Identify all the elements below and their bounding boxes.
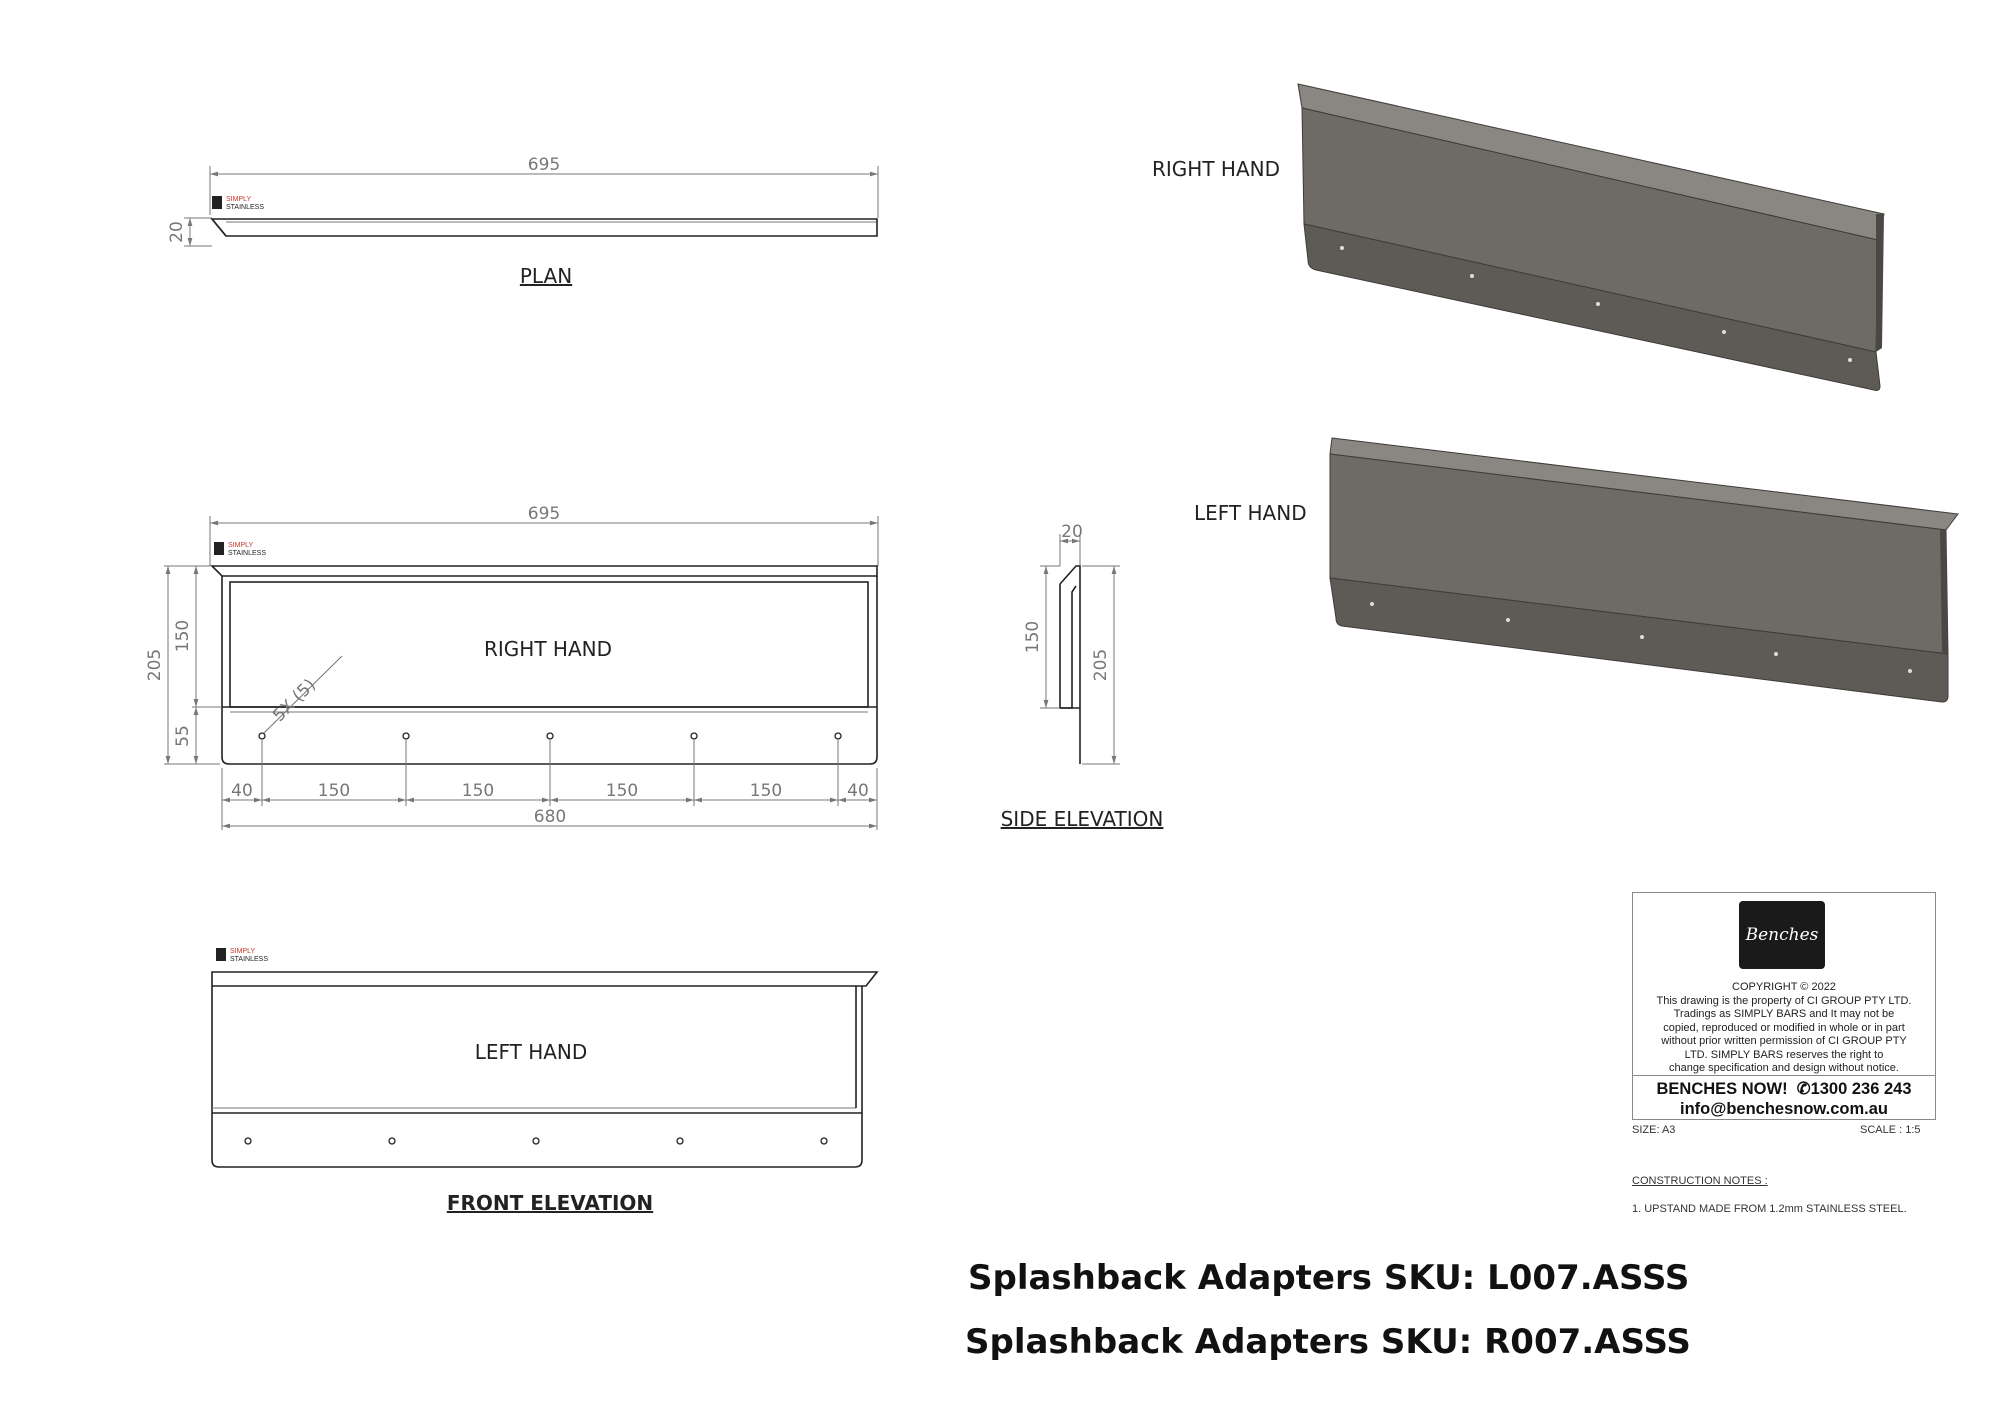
hole-edge-left-dim: 40 (231, 781, 253, 801)
svg-text:STAINLESS: STAINLESS (230, 956, 268, 963)
iso-right-label: RIGHT HAND (1152, 157, 1280, 181)
construction-notes-heading: CONSTRUCTION NOTES : (1632, 1175, 1768, 1187)
contact-info (1633, 1079, 1935, 1119)
construction-note-1: 1. UPSTAND MADE FROM 1.2mm STAINLESS STEEL. (1632, 1203, 1907, 1215)
rh-height-total-dim: 205 (145, 648, 165, 682)
copyright-line: COPYRIGHT © 2022 (1732, 981, 1836, 993)
email-address[interactable]: info@benchesnow.com.au (1680, 1100, 1888, 1118)
brand-mark-rh (214, 542, 266, 557)
hole-spacing-dims (222, 740, 877, 830)
left-hand-elevation (212, 948, 877, 1215)
front-elevation-title: FRONT ELEVATION (446, 1191, 654, 1215)
right-hand-elevation (145, 504, 878, 830)
hole-spacing-4: 150 (749, 781, 783, 801)
hole-note: 5X (5) (269, 675, 320, 726)
rh-height-lower-dim: 55 (173, 725, 193, 747)
lh-view-label: LEFT HAND (474, 1040, 588, 1064)
plan-length-dim: 695 (527, 155, 561, 175)
hole-spacing-1: 150 (317, 781, 351, 801)
brand-mark-lh (216, 948, 268, 963)
base-length-dim: 680 (533, 807, 567, 827)
plan-title: PLAN (519, 264, 573, 288)
company-name: BENCHES NOW! (1656, 1080, 1788, 1098)
phone-number: 1300 236 243 (1810, 1080, 1912, 1098)
phone-icon: ✆ (1796, 1080, 1811, 1098)
sheet-size: SIZE: A3 (1632, 1124, 1676, 1136)
iso-right-hand (1152, 84, 1884, 391)
iso-left-hand (1194, 438, 1958, 702)
side-height-upper-dim: 150 (1023, 620, 1043, 654)
sku-line-left: Splashback Adapters SKU: L007.ASSS (968, 1258, 1690, 1298)
side-lip-dim: 20 (1061, 522, 1083, 542)
rh-view-label: RIGHT HAND (484, 637, 612, 661)
side-elevation-title: SIDE ELEVATION (1000, 807, 1164, 831)
sku-line-right: Splashback Adapters SKU: R007.ASSS (965, 1322, 1691, 1362)
brand-mark-plan (212, 196, 264, 211)
rh-height-upper-dim: 150 (173, 619, 193, 653)
plan-depth-dim: 20 (167, 221, 187, 243)
rh-length-dim: 695 (527, 504, 561, 524)
svg-text:SIMPLY: SIMPLY (226, 196, 252, 203)
rh-holes (259, 733, 841, 739)
hole-spacing-2: 150 (461, 781, 495, 801)
side-height-total-dim: 205 (1091, 648, 1111, 682)
hole-spacing-3: 150 (605, 781, 639, 801)
iso-left-label: LEFT HAND (1194, 501, 1307, 525)
hole-edge-right-dim: 40 (847, 781, 869, 801)
drawing-scale: SCALE : 1:5 (1860, 1124, 1921, 1136)
title-block-divider (1633, 1075, 1935, 1076)
copyright-notice: COPYRIGHT © 2022 This drawing is the property of CI GROUP PTY LTD. Tradings as SIMPLY BARS and It may not be copied, reproduced or modified in whole or in part without prior written permission of CI GROUP PTY LTD. SIMPLY BARS reserves the right to change specification and design without notice. (1639, 981, 1929, 1076)
side-elevation (1001, 522, 1164, 831)
svg-text:STAINLESS: STAINLESS (226, 204, 264, 211)
lh-holes (245, 1138, 827, 1144)
svg-text:SIMPLY: SIMPLY (230, 948, 256, 955)
svg-text:SIMPLY: SIMPLY (228, 542, 254, 549)
benches-logo: Benches (1739, 901, 1825, 969)
title-block (1632, 892, 1936, 1120)
svg-text:STAINLESS: STAINLESS (228, 550, 266, 557)
plan-view (167, 155, 878, 288)
